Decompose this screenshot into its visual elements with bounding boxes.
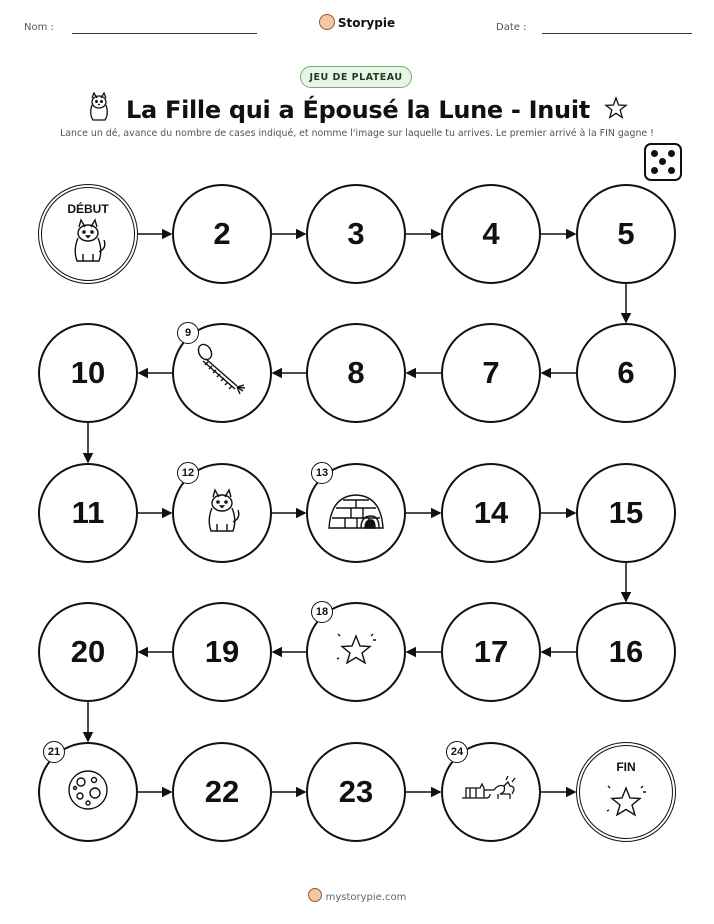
igloo-icon [325, 490, 387, 536]
start-label: DÉBUT [67, 202, 109, 216]
board-space-14[interactable] [441, 463, 541, 563]
board-space-13[interactable] [306, 463, 406, 563]
board-space-19[interactable] [172, 602, 272, 702]
board-space-8[interactable] [306, 323, 406, 423]
space-number-badge: 12 [177, 462, 199, 484]
space-number: 3 [347, 216, 365, 251]
board-space-10[interactable] [38, 323, 138, 423]
board-space-17[interactable] [441, 602, 541, 702]
dog-icon [199, 488, 245, 538]
space-number: 17 [473, 634, 509, 669]
board-space-2[interactable] [172, 184, 272, 284]
space-number: 23 [338, 774, 374, 809]
board-space-18[interactable] [306, 602, 406, 702]
board-space-21[interactable] [38, 742, 138, 842]
board-space-11[interactable] [38, 463, 138, 563]
board-space-23[interactable] [306, 742, 406, 842]
space-number: 20 [70, 634, 106, 669]
space-number: 22 [204, 774, 240, 809]
space-number: 14 [473, 495, 509, 530]
rope-icon [192, 341, 252, 405]
space-number-badge: 21 [43, 741, 65, 763]
space-number-badge: 24 [446, 741, 468, 763]
space-number: 6 [617, 355, 635, 390]
instructions: Lance un dé, avance du nombre de cases indiqué, et nomme l'image sur laquelle tu arrives. Le premier arrivé à la FIN gagne ! [60, 128, 654, 139]
space-number: 11 [71, 495, 105, 530]
finish-label: FIN [616, 760, 636, 774]
space-number: 15 [608, 495, 644, 530]
board-space-15[interactable] [576, 463, 676, 563]
board-space-9[interactable] [172, 323, 272, 423]
space-number-badge: 18 [311, 601, 333, 623]
space-number-badge: 13 [311, 462, 333, 484]
game-type-badge: JEU DE PLATEAU [300, 66, 412, 88]
board-space-22[interactable] [172, 742, 272, 842]
brand-name: Storypie [337, 16, 396, 30]
name-label: Nom : [24, 22, 54, 33]
dog-icon [65, 218, 111, 268]
board-space-6[interactable] [576, 323, 676, 423]
space-number-badge: 9 [177, 322, 199, 344]
star-icon [606, 782, 646, 826]
board-space-4[interactable] [441, 184, 541, 284]
space-number: 7 [482, 355, 500, 390]
moon-icon [64, 766, 112, 818]
space-number: 10 [70, 355, 106, 390]
board-space-24[interactable] [441, 742, 541, 842]
board-space-5[interactable] [576, 184, 676, 284]
finish-space[interactable] [576, 742, 676, 842]
footer-url[interactable]: mystorypie.com [325, 892, 407, 903]
sled-icon [460, 772, 522, 812]
space-number: 5 [617, 216, 635, 251]
footer [0, 888, 714, 903]
board-space-3[interactable] [306, 184, 406, 284]
board-space-12[interactable] [172, 463, 272, 563]
storypie-logo-icon [308, 888, 322, 902]
board-space-7[interactable] [441, 323, 541, 423]
title-text: La Fille qui a Épousé la Lune - Inuit [126, 96, 590, 124]
space-number: 16 [608, 634, 644, 669]
date-label: Date : [496, 22, 527, 33]
space-number: 2 [213, 216, 231, 251]
board-space-20[interactable] [38, 602, 138, 702]
start-space[interactable] [38, 184, 138, 284]
space-number: 8 [347, 355, 365, 390]
space-number: 4 [482, 216, 500, 251]
space-number: 19 [204, 634, 240, 669]
board-space-16[interactable] [576, 602, 676, 702]
star-icon [336, 630, 376, 674]
